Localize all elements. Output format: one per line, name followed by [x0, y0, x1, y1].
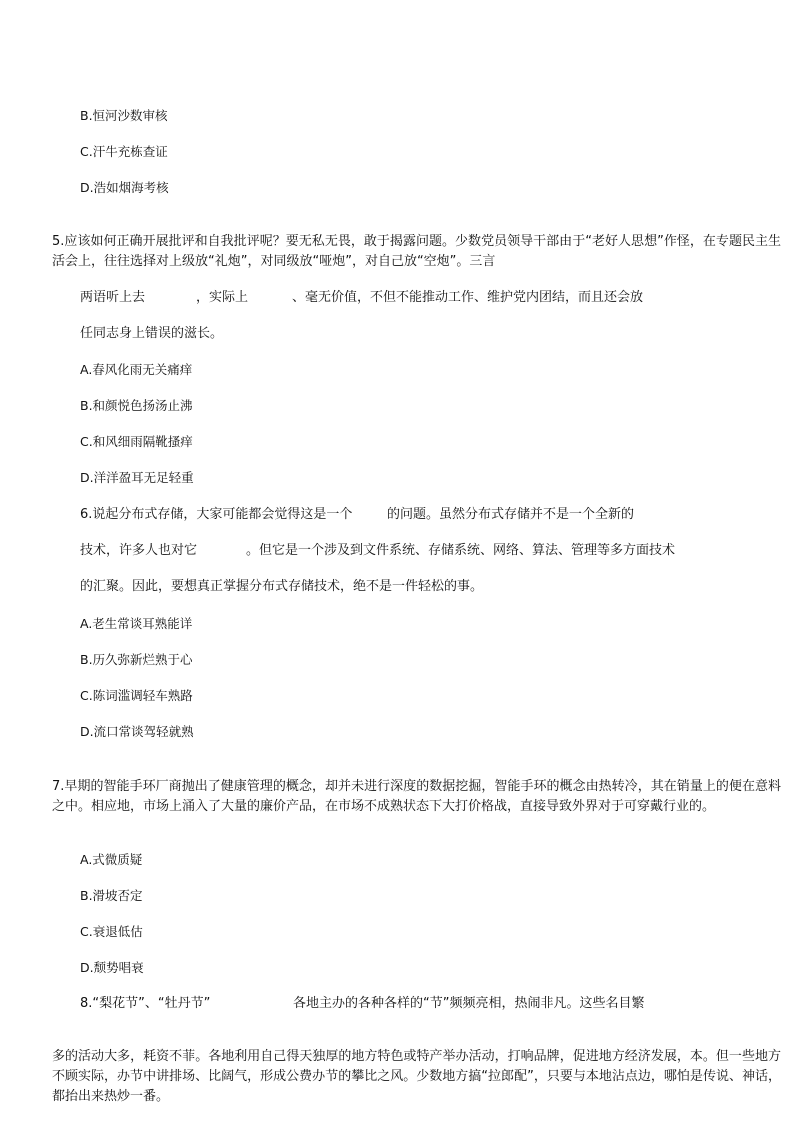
q7-option-c: C.衰退低估	[80, 924, 143, 939]
q5-line2-c: 、毫无价值，不但不能推动工作、维护党内团结，而且还会放	[292, 290, 644, 305]
q8-paragraph: 多的活动大多，耗资不菲。各地利用自己得天独厚的地方特色或特产举办活动，打响品牌，促进地方经济发展，本。但一些地方不顾实际，办节中讲排场、比阔气，形成公费办节的攀比之风。少数地方搞“拉郎配”，只要与本地沾点边，哪怕是传说、神话，都抬出来热炒一番。	[52, 1049, 781, 1104]
q6-option-b: B.历久弥新烂熟于心	[80, 652, 193, 667]
q7-option-a: A.式微质疑	[80, 852, 143, 867]
q7-option-b: B.滑坡否定	[80, 888, 143, 903]
q8-line1-b: 各地主办的各种各样的“节”频频亮相，热闹非凡。这些名目繁	[293, 996, 645, 1011]
q6-line2-b: 。但它是一个涉及到文件系统、存储系统、网络、算法、管理等多方面技术	[246, 543, 676, 558]
q4-option-d: D.浩如烟海考核	[80, 180, 169, 195]
q5-option-a: A.春风化雨无关痛痒	[80, 362, 193, 377]
q5-line2-b: ，实际上	[196, 290, 249, 305]
q6-line2-a: 技术，许多人也对它	[80, 543, 198, 558]
q5-option-d: D.洋洋盈耳无足轻重	[80, 470, 194, 485]
q8-line1-a: 8.“梨花节”、“牡丹节”	[80, 996, 211, 1011]
q4-option-c: C.汗牛充栋查证	[80, 144, 168, 159]
q5-option-c: C.和风细雨隔靴搔痒	[80, 434, 193, 449]
q6-line1-b: 的问题。虽然分布式存储并不是一个全新的	[387, 507, 635, 522]
q5-line2-a: 两语听上去	[80, 290, 146, 305]
q4-option-b: B.恒河沙数审核	[80, 108, 168, 123]
q5-stem: 5.应该如何正确开展批评和自我批评呢？要无私无畏，敢于揭露问题。少数党员领导干部由于“老好人思想”作怪，在专题民主生活会上，往往选择对上级放“礼炮”，对同级放“哑炮”，对自己放“空炮”。三言	[52, 234, 781, 269]
q7-stem: 7.早期的智能手环厂商抛出了健康管理的概念，却并未进行深度的数据挖掘，智能手环的概念由热转冷，其在销量上的便在意料之中。相应地，市场上涌入了大量的廉价产品，在市场不成熟状态下大打价格战，直接导致外界对于可穿戴行业的。	[52, 779, 781, 814]
q6-option-a: A.老生常谈耳熟能详	[80, 616, 193, 631]
q6-option-c: C.陈词滥调轻车熟路	[80, 688, 193, 703]
q6-line3: 的汇聚。因此，要想真正掌握分布式存储技术，绝不是一件轻松的事。	[80, 579, 484, 594]
q7-option-d: D.颓势唱衰	[80, 960, 144, 975]
q6-line1-a: 6.说起分布式存储，大家可能都会觉得这是一个	[80, 507, 353, 522]
q5-option-b: B.和颜悦色扬汤止沸	[80, 398, 193, 413]
q6-option-d: D.流口常谈驾轻就熟	[80, 724, 194, 739]
q5-line3: 任同志身上错误的滋长。	[80, 326, 224, 341]
